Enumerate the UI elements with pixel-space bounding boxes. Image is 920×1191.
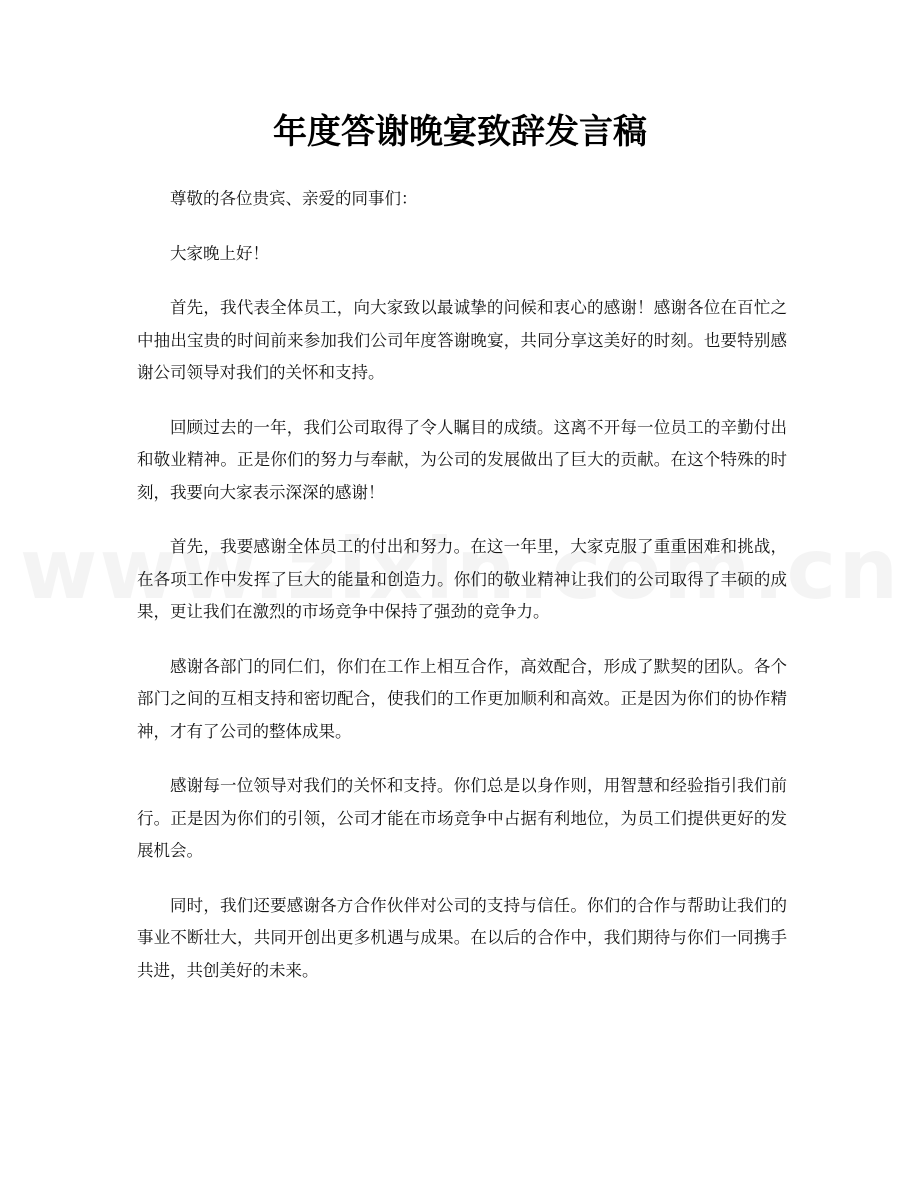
paragraph-year-review: 回顾过去的一年，我们公司取得了令人瞩目的成绩。这离不开每一位员工的辛勤付出和敬业精神。正是你们的努力与奉献，为公司的发展做出了巨大的贡献。在这个特殊的时刻，我要向大家表示深深的感谢！ (137, 417, 787, 502)
document-title: 年度答谢晚宴致辞发言稿 (273, 112, 647, 152)
paragraph-thanks-employees: 首先，我要感谢全体员工的付出和努力。在这一年里，大家克服了重重困难和挑战，在各项工作中发挥了巨大的能量和创造力。你们的敬业精神让我们的公司取得了丰硕的成果，更让我们在激烈的市场竞争中保持了强劲的竞争力。 (137, 537, 787, 621)
paragraph-thanks-partners: 同时，我们还要感谢各方合作伙伴对公司的支持与信任。你们的合作与帮助让我们的事业不断壮大，共同开创出更多机遇与成果。在以后的合作中，我们期待与你们一同携手共进，共创美好的未来。 (137, 895, 787, 980)
paragraph-thanks-leaders: 感谢每一位领导对我们的关怀和支持。你们总是以身作则，用智慧和经验指引我们前行。正是因为你们的引领，公司才能在市场竞争中占据有利地位，为员工们提供更好的发展机会。 (137, 776, 787, 860)
document-body (137, 183, 787, 1009)
paragraph-thanks-intro: 首先，我代表全体员工，向大家致以最诚挚的问候和衷心的感谢！感谢各位在百忙之中抽出宝贵的时间前来参加我们公司年度答谢晚宴，共同分享这美好的时刻。也要特别感谢公司领导对我们的关怀和支持。 (137, 298, 787, 382)
paragraph-thanks-departments: 感谢各部门的同仁们，你们在工作上相互合作，高效配合，形成了默契的团队。各个部门之间的互相支持和密切配合，使我们的工作更加顺利和高效。正是因为你们的协作精神，才有了公司的整体成果。 (137, 656, 787, 741)
greeting: 大家晚上好！ (170, 243, 269, 263)
salutation: 尊敬的各位贵宾、亲爱的同事们： (170, 189, 418, 208)
